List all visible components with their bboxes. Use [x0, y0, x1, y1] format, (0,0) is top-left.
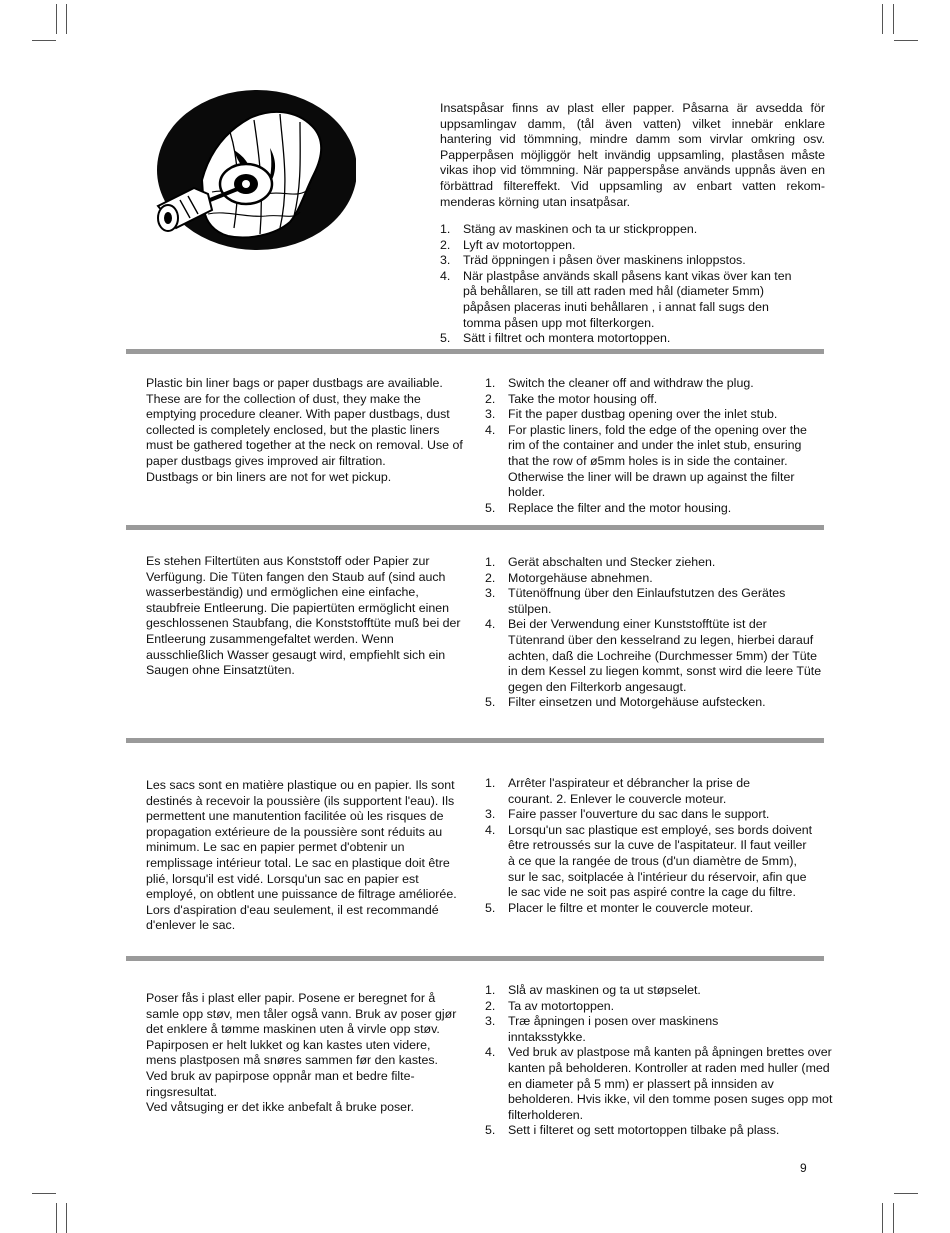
crop-mark: [56, 1203, 57, 1233]
step-number: 5.: [485, 500, 496, 515]
step-text: Ta av motortoppen.: [508, 998, 615, 1013]
list-item: [485, 1123, 815, 1139]
norwegian-steps: [485, 983, 836, 1139]
step-text: For plastic liners, fold the edge of the opening over the rim of the container and under the inlet stub, ensuring that the row of ø5mm holes is in side the container. Otherwise the liner will be drawn up against the filter holder.: [508, 422, 811, 500]
crop-mark: [893, 4, 894, 34]
step-number: 4.: [485, 422, 496, 437]
crop-mark: [893, 1203, 894, 1233]
step-text: Faire passer l'ouverture du sac dans le support.: [508, 807, 770, 822]
list-item: [485, 571, 815, 587]
list-item: [440, 331, 825, 347]
step-number: 1.: [485, 776, 496, 790]
crop-mark: [56, 4, 57, 34]
step-number: 5.: [485, 1123, 496, 1138]
english-description: Plastic bin liner bags or paper dustbags are availiable. These are for the collection of dust, they make the emptying procedure cleaner. With paper dustbags, dust collected is completely enclosed, but the plastic liners must be gathered together at the neck on removal. Use of paper dustbags gives improved air filtration. Dustbags or bin liners are not for wet pickup.: [146, 376, 463, 484]
list-item: [485, 807, 815, 823]
list-item: [485, 901, 815, 917]
step-text: Stäng av maskinen och ta ur stickproppen.: [463, 222, 698, 236]
step-text: Arrêter l'aspirateur et débrancher la prise de courant. 2. Enlever le couvercle moteur.: [508, 776, 754, 806]
step-number: 4.: [485, 617, 496, 632]
list-item: [485, 555, 815, 571]
crop-mark: [894, 1193, 918, 1194]
list-item: [485, 392, 815, 408]
step-number: 2.: [485, 391, 496, 406]
step-number: 1.: [485, 376, 496, 390]
list-item: [485, 695, 815, 711]
step-number: 3.: [485, 1014, 496, 1029]
step-number: 1.: [440, 222, 451, 236]
step-text: Lyft av motortoppen.: [463, 237, 576, 252]
step-number: 5.: [485, 900, 496, 915]
step-number: 4.: [485, 822, 496, 837]
norwegian-description: Poser fås i plast eller papir. Posene er beregnet for å samle opp støv, men tåler også vann. Bruk av poser gjør det enklere å tømme maskinen uten å virvle opp støv. Papirposen er helt lukket og kan kastes uten videre, mens plastposen må snøres sammen før den kastes. Ved bruk av papirpose oppnår man et bedre filte-ringsresultat. Ved våtsuging er det ikke anbefalt å bruke poser.: [146, 991, 457, 1115]
step-number: 4.: [485, 1045, 496, 1060]
german-description: Es stehen Filtertüten aus Konststoff oder Papier zur Verfügung. Die Tüten fangen den Staub auf (sind auch wasserbeständig) und ermöglichen eine einfache, staubfreie Entleerung. Die papiertüten ermöglicht einen geschlossenen Staubfang, die Konststofftüte muß bei der Entleerung zusammengefaltet werden. Wenn ausschließlich Wasser gesaugt wird, empfiehlt sich ein Saugen ohne Einsatztüten.: [146, 554, 465, 678]
step-number: 5.: [440, 331, 451, 346]
list-item: [485, 823, 815, 901]
list-item: [485, 776, 798, 807]
section-divider: [126, 956, 824, 961]
swedish-description: Insatspåsar finns av plast eller papper. Påsarna är avsedda för uppsamlingav damm, (tål även vatten) vilket innebär enklare hantering vid tömmning, mindre damm som virvlar omkring osv. Papperpåsen möjliggör helt invändig uppsamling, plaståsen måste vikas ihop vid tömmning. När papperspåse används uppnås även en förbättrad filtereffekt. Vid uppsamling av enbart vatten rekom-menderas körning utan insatpåsar.: [440, 101, 829, 209]
list-item: [485, 501, 815, 517]
list-item: [485, 376, 815, 392]
crop-mark: [894, 40, 918, 41]
step-text: Sett i filteret og sett motortoppen tilbake på plass.: [508, 1123, 780, 1138]
step-text: Lorsqu'un sac plastique est employé, ses bords doivent être retroussés sur la cuve de l'aspitateur. Il faut veiller à ce que la rangée de trous (d'un diamètre de 5mm), sur le sac, soitplacée à l'intérieur du réservoir, afin que le sac vide ne soit pas aspiré contre la cage du filtre.: [508, 822, 816, 900]
english-steps: [485, 376, 815, 516]
list-item: [440, 253, 825, 269]
step-text: Placer le filtre et monter le couvercle moteur.: [508, 900, 754, 915]
list-item: [485, 407, 815, 423]
german-steps: [485, 555, 825, 711]
dustbag-illustration: [150, 88, 356, 263]
section-divider: [126, 738, 824, 743]
step-text: Take the motor housing off.: [508, 391, 658, 406]
step-text: Motorgehäuse abnehmen.: [508, 570, 653, 585]
french-description: Les sacs sont en matière plastique ou en papier. Ils sont destinés à recevoir la poussière (ils supportent l'eau). Ils permettent une manutention facilitée où les risques de propagation extérieure de la poussière sont réduits au minimum. Le sac en papier permet d'obtenir un remplissage intérieur total. Le sac en plastique doit être plié, lorsqu'il est vidé. Lorsqu'un sac en papier est employé, on obtlent une puissance de filtrage améliorée. Lors d'aspiration d'eau seulement, il est recommandé d'enlever le sac.: [146, 778, 461, 933]
step-number: 2.: [440, 237, 451, 252]
step-text: Tütenöffnung über den Einlaufstutzen des Gerätes stülpen.: [508, 586, 789, 616]
list-item: [485, 586, 815, 617]
step-number: 5.: [485, 695, 496, 710]
step-text: Fit the paper dustbag opening over the inlet stub.: [508, 407, 778, 422]
list-item: [440, 238, 825, 254]
step-number: 4.: [440, 268, 451, 283]
list-item: [485, 422, 811, 501]
page-number: 9: [800, 1161, 807, 1175]
list-item: [485, 617, 826, 695]
crop-mark: [882, 1203, 883, 1233]
section-divider: [126, 349, 824, 354]
crop-mark: [882, 4, 883, 34]
step-text: Træ åpningen i posen over maskinens inntaksstykke.: [508, 1014, 722, 1044]
step-text: Ved bruk av plastpose må kanten på åpningen brettes over kanten på beholderen. Kontroller at raden med huller (med en diameter på 5 mm) er plassert på innsiden av beholderen. Hvis ikke, vil den tomme posen suges opp mot filterholderen.: [508, 1045, 836, 1122]
crop-mark: [66, 1203, 67, 1233]
list-item: [485, 1014, 788, 1045]
crop-mark: [32, 1193, 56, 1194]
step-number: 3.: [485, 407, 496, 422]
step-number: 3.: [485, 807, 496, 822]
step-number: 2.: [485, 570, 496, 585]
crop-mark: [66, 4, 67, 34]
list-item: [440, 222, 825, 238]
step-text: Träd öppningen i påsen över maskinens inloppstos.: [463, 253, 746, 268]
step-number: 1.: [485, 983, 496, 997]
list-item: [485, 1045, 836, 1123]
step-text: Bei der Verwendung einer Kunststofftüte ist der Tütenrand über den kesselrand zu legen, hierbei darauf achten, daß die Lochreihe (Durchmesser 5mm) der Tüte in dem Kessel zu liegen kommt, sonst wird die leere Tüte gegen den Filterkorb angesaugt.: [508, 617, 825, 694]
swedish-steps: [440, 222, 825, 347]
step-text: Slå av maskinen og ta ut støpselet.: [508, 983, 701, 997]
list-item: [485, 999, 815, 1015]
step-text: Gerät abschalten und Stecker ziehen.: [508, 555, 716, 569]
step-text: Replace the filter and the motor housing.: [508, 500, 732, 515]
step-number: 2.: [485, 998, 496, 1013]
list-item: [485, 983, 815, 999]
french-steps: [485, 776, 815, 916]
crop-mark: [32, 40, 56, 41]
section-divider: [126, 525, 824, 530]
step-number: 1.: [485, 555, 496, 569]
step-text: Filter einsetzen und Motorgehäuse aufstecken.: [508, 695, 766, 710]
step-number: 3.: [485, 586, 496, 601]
step-number: 3.: [440, 253, 451, 268]
step-text: Sätt i filtret och montera motortoppen.: [463, 331, 671, 346]
step-text: När plastpåse används skall påsens kant vikas över kan ten på behållaren, se till att raden med hål (diameter 5mm) påpåsen placeras inuti behållaren , i annat fall sugs den tomma påsen upp mot filterkorgen.: [463, 268, 795, 330]
step-text: Switch the cleaner off and withdraw the plug.: [508, 376, 754, 390]
list-item: [440, 269, 803, 331]
